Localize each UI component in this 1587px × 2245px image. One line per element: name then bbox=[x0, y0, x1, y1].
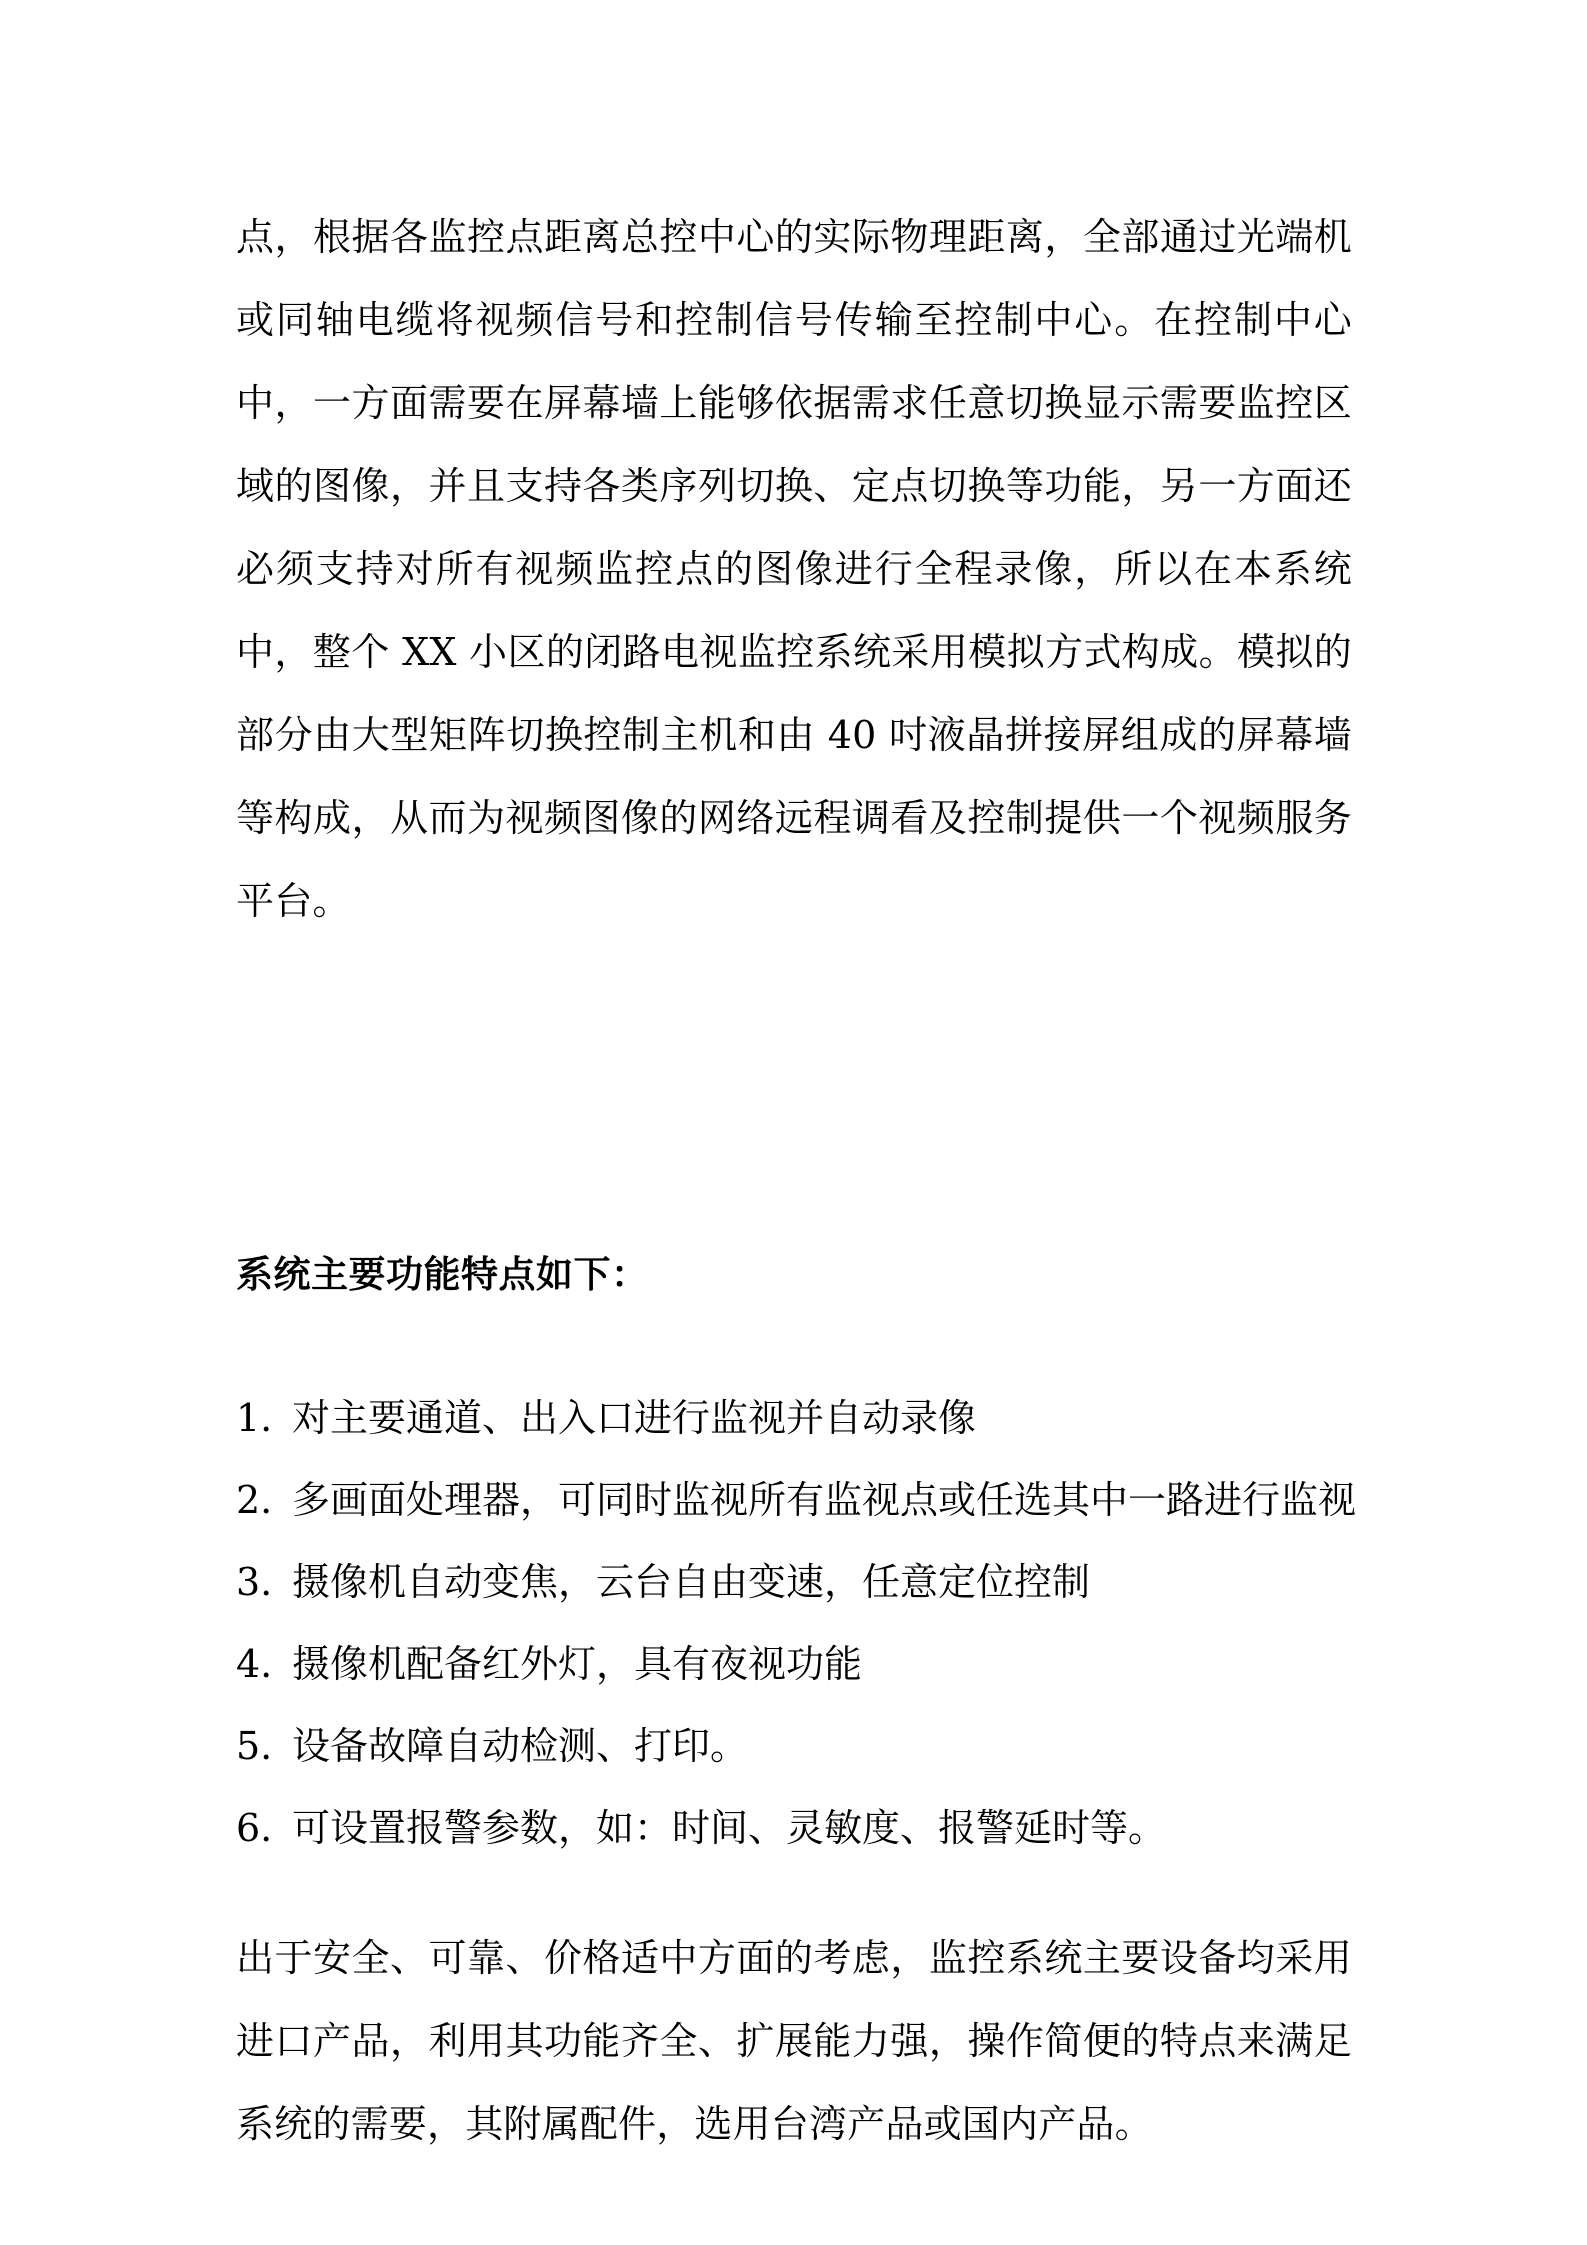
list-item-label: 多画面处理器，可同时监视所有监视点或任选其中一路进行监视 bbox=[292, 1478, 1357, 1522]
list-item bbox=[236, 1623, 1352, 1705]
list-item bbox=[236, 1705, 1352, 1787]
list-item-label: 设备故障自动检测、打印。 bbox=[292, 1724, 749, 1768]
list-item-number: 6. bbox=[236, 1806, 273, 1850]
document-body bbox=[236, 196, 1357, 2166]
section-heading: 系统主要功能特点如下： bbox=[236, 1253, 649, 1296]
heading-spacer bbox=[236, 1307, 1352, 1377]
list-item bbox=[236, 1459, 1357, 1541]
list-item-number: 5. bbox=[236, 1724, 273, 1768]
list-item-number: 2. bbox=[236, 1478, 273, 1522]
list-item-label: 摄像机自动变焦，云台自由变速，任意定位控制 bbox=[292, 1560, 1091, 1604]
paragraph-intro: 点，根据各监控点距离总控中心的实际物理距离，全部通过光端机或同轴电缆将视频信号和控制信号传输至控制中心。在控制中心中，一方面需要在屏幕墙上能够依据需求任意切换显示需要监控区域的图像，并且支持各类序列切换、定点切换等功能，另一方面还必须支持对所有视频监控点的图像进行全程录像，所以在本系统中，整个 XX 小区的闭路电视监控系统采用模拟方式构成。模拟的部分由大型矩阵切换控制主机和由 40 吋液晶拼接屏组成的屏幕墙等构成，从而为视频图像的网络远程调看及控制提供一个视频服务平台。 bbox=[236, 215, 1352, 923]
list-item-number: 4. bbox=[236, 1642, 273, 1686]
feature-list bbox=[236, 1377, 1357, 1869]
list-item-label: 对主要通道、出入口进行监视并自动录像 bbox=[292, 1396, 977, 1440]
list-item-label: 可设置报警参数，如：时间、灵敏度、报警延时等。 bbox=[292, 1806, 1167, 1850]
list-spacer bbox=[236, 1869, 1352, 1917]
list-item bbox=[236, 1787, 1352, 1869]
list-item-number: 1. bbox=[236, 1396, 273, 1440]
list-item bbox=[236, 1377, 1352, 1459]
paragraph-closing: 出于安全、可靠、价格适中方面的考虑，监控系统主要设备均采用进口产品，利用其功能齐全、扩展能力强，操作简便的特点来满足系统的需要，其附属配件，选用台湾产品或国内产品。 bbox=[236, 1936, 1352, 2146]
list-item bbox=[236, 1541, 1352, 1623]
section-spacer bbox=[236, 943, 1352, 1243]
list-item-number: 3. bbox=[236, 1560, 273, 1604]
list-item-label: 摄像机配备红外灯，具有夜视功能 bbox=[292, 1642, 863, 1686]
